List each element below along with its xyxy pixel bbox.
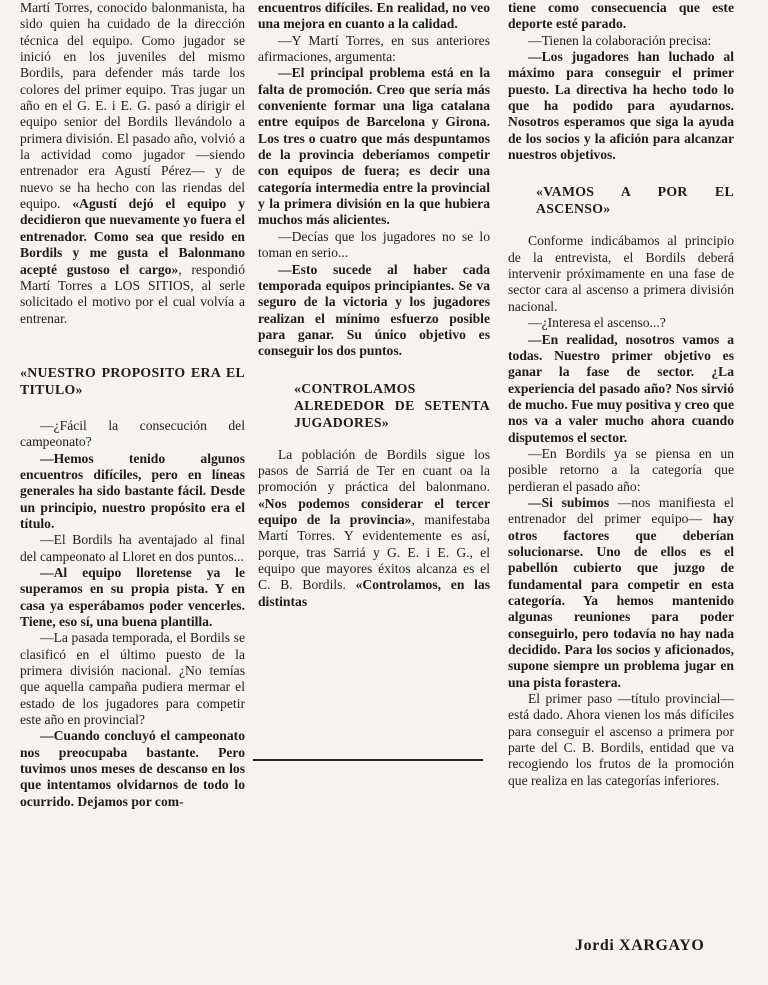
article-paragraph [258,229,490,262]
article-paragraph [20,0,245,327]
body-text: Martí Torres, conocido balonmanista, ha sido quien ha cuidado de la dirección técnica del equipo. Como jugador se inició en los juveniles del mismo Bordils, para defender más tarde los colores del primer equipo. Tras jugar un año en el G. E. i E. G. pasó a dirigir el equipo senior del Bordils llevándolo a primera división. El pasado año, volvió a la actividad como jugador —siendo entrenador era Agustí Pérez— y de nuevo se ha hecho con las riendas del equipo. [20,0,245,212]
quote-text: —Al equipo lloretense ya le superamos en su propia pista. Y en casa ya esperábamos poder vencerles. Tiene, eso sí, una buena plantilla. [20,564,245,629]
body-text: Conforme indicábamos al principio de la entrevista, el Bordils deberá intervenir próximamente en una fase de sector cara al ascenso a primera división nacional. [508,233,734,314]
section-heading: «NUESTRO PROPOSITO ERA EL TITULO» [20,364,245,397]
article-column-1 [20,0,245,810]
body-text: La población de Bordils sigue los pasos de Sarriá de Ter en cuant oa la promoción y práctica del balonmano. [258,446,490,495]
section-spacer [258,360,490,380]
body-text: —Decías que los jugadores no se lo toman en serio... [258,228,490,261]
column-end-rule [253,759,483,761]
article-column-3 [508,0,734,789]
section-spacer [20,327,245,364]
section-spacer [258,431,490,447]
article-paragraph [508,49,734,163]
article-paragraph [258,65,490,228]
body-text: —La pasada temporada, el Bordils se clasificó en el último puesto de la primera división nacional. ¿No temías que aquella campaña pudiera mermar el estado de los jugadores para competir este año en provincial? [20,630,245,728]
author-signature: Jordi XARGAYO [575,937,705,954]
article-paragraph [508,0,734,33]
section-spacer [508,163,734,183]
article-paragraph [20,532,245,565]
article-paragraph [258,262,490,360]
quote-text: hay otros factores que deberían solucionarse. Uno de ellos es el pabellón cubierto que juzgo de fundamental para competir en esta categoría. Ya hemos mantenido algunas reuniones para poder conseguirlo, pero todavía no hay nada decidido. Para los socios y aficionados, supone siempre un problema jugar en una pista forastera. [508,511,734,690]
section-heading: «VAMOS A POR EL ASCENSO» [536,184,734,217]
quote-text: —Hemos tenido algunos encuentros difíciles, pero en líneas generales ha sido bastante fácil. Desde un principio, nuestro propósito era el título. [20,450,245,531]
article-paragraph [20,451,245,533]
article-paragraph [508,691,734,789]
article-paragraph [508,233,734,315]
body-text: —El Bordils ha aventajado al final del campeonato al Lloret en dos puntos... [20,532,245,564]
article-paragraph [20,565,245,630]
article-column-2 [258,0,490,610]
quote-text: «Nos podemos considerar el tercer equipo de la provincia» [258,495,490,527]
quote-text: «Controlamos, en las distintas [258,577,490,609]
article-paragraph [508,495,734,691]
quote-text: —El principal problema está en la falta de promoción. Creo que sería más conveniente formar una liga catalana entre equipos de Barcelona y Girona. Los tres o cuatro que más despuntamos de la provincia deberíamos competir con equipos de fuera; es decir una categoría intermedia entre la provincial y la primera división en la que hubiera muchos más alicientes. [258,65,490,228]
body-text: —nos manifiesta el entrenador del primer equipo— [508,494,734,527]
quote-text: tiene como consecuencia que este deporte esté parado. [508,0,734,32]
body-text: , manifestaba Martí Torres. Y evidentemente es así, porque, tras Sarriá y G. E. i E. G., el equipo que mayores éxitos alcanza es el C. B. Bordils. [258,511,490,593]
article-paragraph [258,33,490,66]
quote-text: —Los jugadores han luchado al máximo para conseguir el primer puesto. La directiva ha hecho todo lo que ha podido para ayudarnos. Nosotros esperamos que siga la ayuda de los socios y la afición para alcanzar nuestros objetivos. [508,49,734,163]
article-paragraph [20,630,245,728]
body-text: , respondió Martí Torres a LOS SITIOS, al serle solicitado el motivo por el cual volvía a entrenar. [20,261,245,326]
article-paragraph [508,315,734,331]
section-spacer [20,398,245,418]
body-text: El primer paso —título provincial— está dado. Ahora vienen los más difíciles para conseguir el ascenso a primera por parte del C. B. Bordils, entidad que va recogiendo los frutos de la promoción que realiza en las categorías inferiores. [508,691,734,788]
article-paragraph [508,332,734,446]
quote-text: —Esto sucede al haber cada temporada equipos principiantes. Se va seguro de la victoria y los jugadores realizan el mínimo esfuerzo posible para ganar. Su único objetivo es conseguir los dos puntos. [258,261,490,359]
article-paragraph [20,728,245,810]
article-paragraph [20,418,245,451]
body-text: —Y Martí Torres, en sus anteriores afirmaciones, argumenta: [258,32,490,65]
quote-text: encuentros difíciles. En realidad, no veo una mejora en cuanto a la calidad. [258,0,490,32]
article-paragraph [258,0,490,33]
body-text: —¿Interesa el ascenso...? [528,315,666,331]
quote-text: «Agustí dejó el equipo y decidieron que nuevamente yo fuera el entrenador. Como sea que resido en Bordils y me gusta el Balonmano acepté gustoso el cargo» [20,196,245,277]
article-paragraph [508,446,734,495]
quote-text: —Cuando concluyó el campeonato nos preocupaba bastante. Pero tuvimos unos meses de descanso en los que intentamos olvidarnos de todo lo ocurrido. Dejamos por com- [20,728,245,809]
body-text: —Tienen la colaboración precisa: [528,32,712,48]
article-paragraph [508,33,734,49]
body-text: —¿Fácil la consecución del campeonato? [20,417,245,450]
section-spacer [508,217,734,233]
body-text: —En Bordils ya se piensa en un posible retorno a la categoría que perdieran el pasado año: [508,445,734,494]
quote-text: —Si subimos [528,494,610,510]
quote-text: —En realidad, nosotros vamos a todas. Nuestro primer objetivo es ganar la fase de sector. ¿La experiencia del pasado año? Nos sirvió de mucho. Fue muy positiva y creo que nos va a valer mucho ahora cuando disputemos el sector. [508,331,734,445]
section-heading: «CONTROLAMOS ALREDEDOR DE SETENTA JUGADORES» [294,380,490,430]
article-paragraph [258,447,490,610]
